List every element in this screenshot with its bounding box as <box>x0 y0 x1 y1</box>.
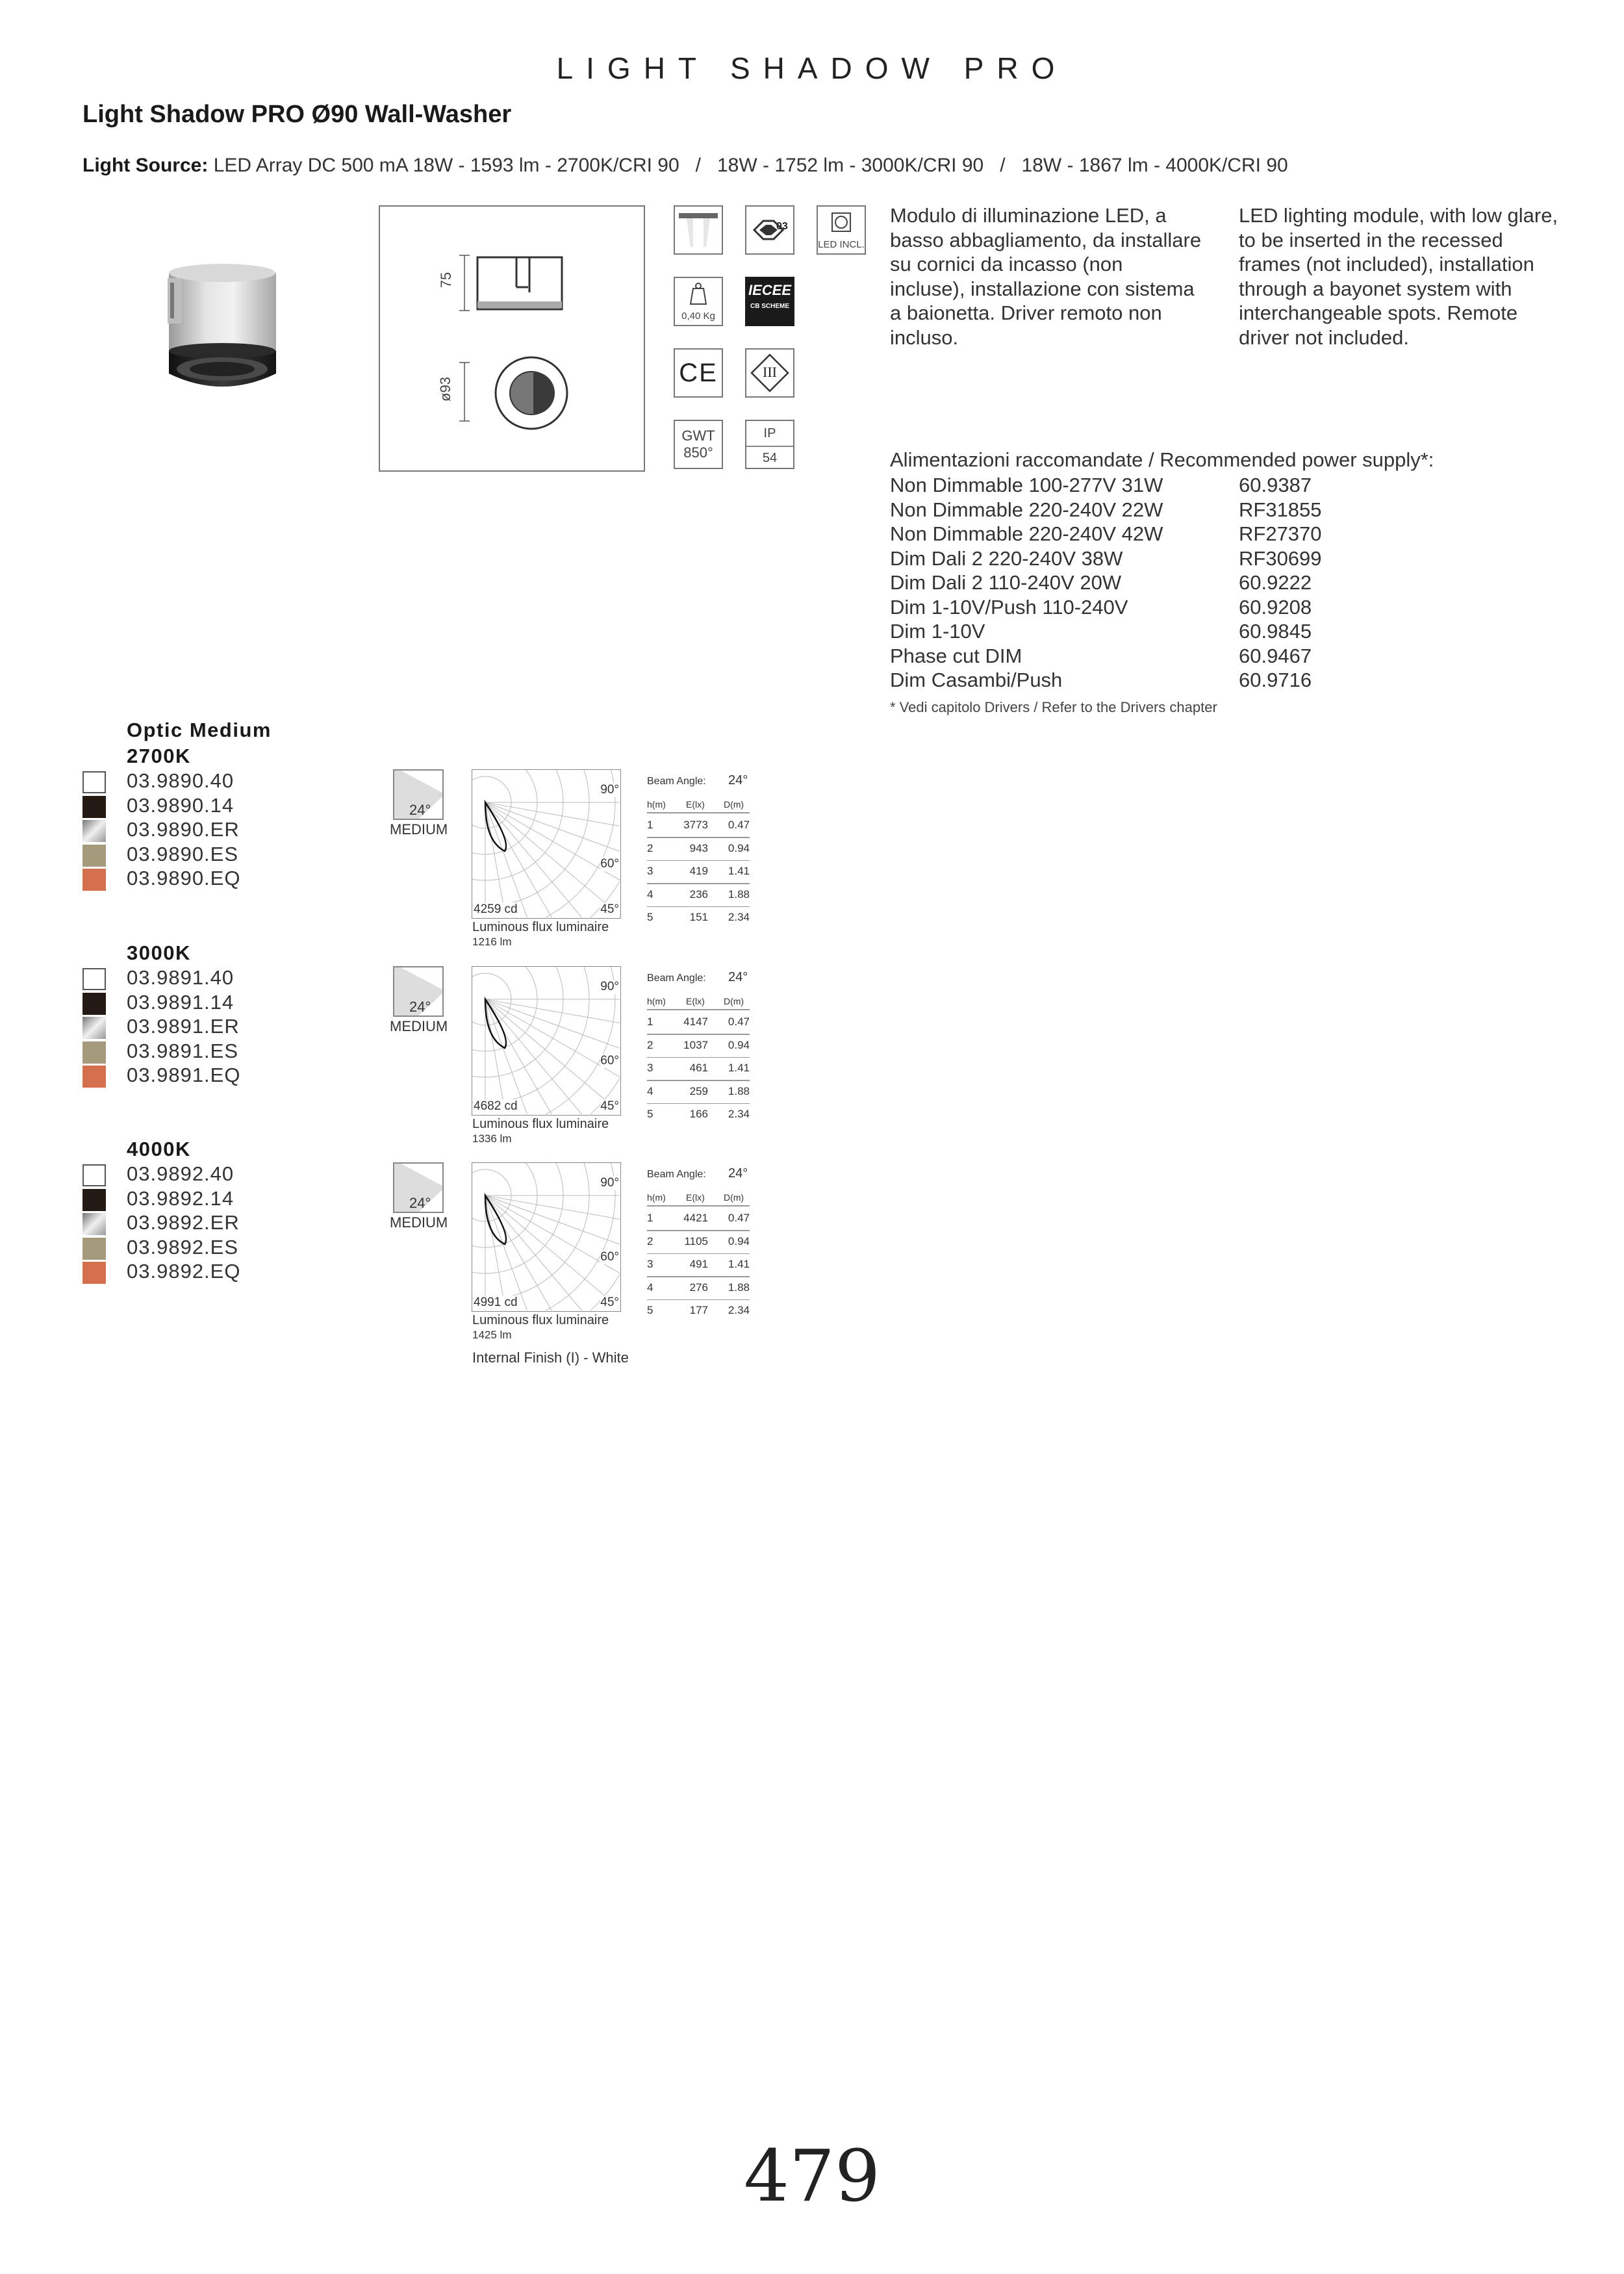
power-supply-name: Non Dimmable 220-240V 42W <box>890 522 1163 545</box>
power-supply-note: * Vedi capitolo Drivers / Refer to the Drivers chapter <box>890 699 1217 715</box>
beam-type-label: MEDIUM <box>390 1214 448 1231</box>
table-cell: 2 <box>647 841 653 854</box>
table-cell: 419 <box>689 865 708 877</box>
article-code: 03.9890.40 <box>127 769 235 792</box>
table-header: E(lx) <box>686 996 705 1006</box>
table-cell: 3773 <box>683 819 708 831</box>
beam-angle-label: Beam Angle: <box>647 776 706 787</box>
polar-intensity-cd: 4682 cd <box>474 1099 518 1113</box>
table-cell: 5 <box>647 911 653 923</box>
polar-angle-60: 60° <box>600 857 619 871</box>
finish-swatch <box>82 1238 106 1260</box>
description-it-line: a baionetta. Driver remoto non <box>890 301 1162 324</box>
table-cell: 4147 <box>683 1016 708 1028</box>
table-cell: 5 <box>647 1304 653 1316</box>
table-cell: 1.88 <box>728 1084 750 1097</box>
table-rule <box>647 1230 750 1231</box>
table-cell: 177 <box>689 1304 708 1316</box>
table-cell: 1.88 <box>728 1281 750 1294</box>
luminous-flux-value: 1425 lm <box>472 1329 512 1341</box>
table-header: D(m) <box>724 799 744 810</box>
table-rule <box>647 1205 750 1207</box>
beam-type-label: MEDIUM <box>390 821 448 837</box>
description-en-line: driver not included. <box>1239 326 1409 349</box>
description-it-line: incluso. <box>890 326 959 349</box>
table-header: E(lx) <box>686 799 705 810</box>
polar-diagram <box>472 769 621 919</box>
article-code: 03.9892.40 <box>127 1162 235 1185</box>
finish-swatch <box>82 771 106 793</box>
ce-label: CE <box>679 359 718 387</box>
power-supply-title: Alimentazioni raccomandate / Recommended power supply*: <box>890 448 1434 471</box>
luminous-flux-label: Luminous flux luminaire <box>472 1313 609 1327</box>
table-header: h(m) <box>647 1192 666 1203</box>
beam-angle-value: 24° <box>728 970 748 984</box>
table-cell: 3 <box>647 1258 653 1270</box>
internal-finish-note: Internal Finish (I) - White <box>472 1349 629 1366</box>
power-supply-row <box>890 570 1475 595</box>
gwt-icon <box>674 420 723 469</box>
article-code: 03.9892.ES <box>127 1235 239 1258</box>
product-title: Light Shadow PRO Ø90 Wall-Washer <box>82 101 512 128</box>
polar-intensity-cd: 4991 cd <box>474 1296 518 1309</box>
finish-swatch <box>82 1066 106 1088</box>
beam-angle-value: 24° <box>409 1195 431 1211</box>
article-code: 03.9892.14 <box>127 1186 235 1210</box>
table-cell: 1.41 <box>728 1258 750 1270</box>
table-cell: 151 <box>689 911 708 923</box>
description-en-line: through a bayonet system with <box>1239 277 1512 300</box>
description-it-line: Modulo di illuminazione LED, a <box>890 204 1167 227</box>
table-header: h(m) <box>647 996 666 1006</box>
polar-angle-90: 90° <box>600 783 619 797</box>
beam-angle-label: Beam Angle: <box>647 1169 706 1180</box>
article-code: 03.9890.ES <box>127 842 239 865</box>
table-cell: 1 <box>647 1016 653 1028</box>
finish-swatch <box>82 1164 106 1186</box>
description-it-line: su cornici da incasso (non <box>890 253 1123 275</box>
power-supply-list <box>890 473 1475 693</box>
ip-value: 54 <box>762 451 778 465</box>
color-temperature-label: 2700K <box>127 745 191 767</box>
description-en-line: LED lighting module, with low glare, <box>1239 204 1558 227</box>
polar-diagram <box>472 966 621 1116</box>
power-supply-name: Dim Dali 2 110-240V 20W <box>890 571 1122 594</box>
table-cell: 3 <box>647 865 653 877</box>
article-code: 03.9891.14 <box>127 990 235 1014</box>
table-rule <box>647 1080 750 1081</box>
table-cell: 1105 <box>684 1234 708 1247</box>
gwt-label: GWT <box>681 428 715 444</box>
table-rule <box>647 812 750 813</box>
article-code: 03.9891.ER <box>127 1015 240 1038</box>
class-iii-label: III <box>763 364 777 380</box>
power-supply-code: RF27370 <box>1239 522 1322 545</box>
optic-title: Optic Medium <box>127 719 272 741</box>
weight-icon <box>674 277 723 326</box>
table-rule <box>647 906 750 908</box>
finish-swatch <box>82 796 106 818</box>
beam-angle-value: 24° <box>409 802 431 818</box>
polar-intensity-cd: 4259 cd <box>474 902 518 916</box>
beam-direction-icon <box>674 205 723 255</box>
power-supply-row <box>890 644 1475 669</box>
power-supply-name: Dim 1-10V <box>890 620 985 643</box>
polar-angle-60: 60° <box>600 1250 619 1264</box>
finish-swatch <box>82 1213 106 1235</box>
finish-swatch <box>82 869 106 891</box>
finish-swatch <box>82 1041 106 1064</box>
energy-class-label: 03 <box>776 221 788 232</box>
light-source-label: Light Source: <box>82 155 209 176</box>
power-supply-name: Phase cut DIM <box>890 644 1022 667</box>
power-supply-code: 60.9716 <box>1239 669 1312 691</box>
luminous-flux-label: Luminous flux luminaire <box>472 920 609 934</box>
luminous-flux-label: Luminous flux luminaire <box>472 1117 609 1131</box>
table-rule <box>647 883 750 884</box>
table-cell: 4 <box>647 1281 653 1294</box>
table-rule <box>647 1276 750 1277</box>
power-supply-name: Dim Casambi/Push <box>890 669 1063 691</box>
table-cell: 4 <box>647 1084 653 1097</box>
finish-swatch <box>82 1017 106 1039</box>
table-cell: 2.34 <box>728 911 750 923</box>
beam-type-label: MEDIUM <box>390 1018 448 1034</box>
color-temperature-label: 4000K <box>127 1138 191 1160</box>
power-supply-row <box>890 668 1475 693</box>
table-rule <box>647 1009 750 1010</box>
power-supply-code: 60.9222 <box>1239 571 1312 594</box>
energy-class-icon <box>745 205 794 255</box>
article-code: 03.9891.ES <box>127 1039 239 1062</box>
iecee-sub-label: CB SCHEME <box>750 303 789 310</box>
article-code: 03.9890.EQ <box>127 867 241 889</box>
article-code: 03.9892.EQ <box>127 1260 241 1283</box>
led-included-label: LED INCL. <box>818 239 865 250</box>
power-supply-row <box>890 546 1475 571</box>
table-cell: 0.47 <box>728 1212 750 1224</box>
ip-rating-icon <box>745 420 794 469</box>
power-supply-name: Non Dimmable 220-240V 22W <box>890 498 1163 521</box>
table-cell: 3 <box>647 1062 653 1074</box>
table-cell: 0.94 <box>728 841 750 854</box>
article-code: 03.9892.ER <box>127 1211 240 1234</box>
product-photo <box>156 260 286 396</box>
table-header: D(m) <box>724 996 744 1006</box>
table-cell: 1.41 <box>728 865 750 877</box>
table-cell: 4421 <box>683 1212 708 1224</box>
article-code: 03.9891.EQ <box>127 1064 241 1086</box>
color-temperature-label: 3000K <box>127 941 191 964</box>
power-supply-row <box>890 522 1475 546</box>
power-supply-row <box>890 473 1475 498</box>
table-cell: 0.47 <box>728 1016 750 1028</box>
table-cell: 2.34 <box>728 1108 750 1120</box>
table-header: h(m) <box>647 799 666 810</box>
article-code: 03.9890.ER <box>127 818 240 841</box>
table-cell: 259 <box>689 1084 708 1097</box>
table-cell: 491 <box>689 1258 708 1270</box>
power-supply-code: 60.9845 <box>1239 620 1312 643</box>
polar-angle-45: 45° <box>600 902 619 916</box>
finish-swatch <box>82 1262 106 1284</box>
ce-mark-icon <box>674 348 723 398</box>
power-supply-name: Dim 1-10V/Push 110-240V <box>890 595 1128 619</box>
finish-swatch <box>82 820 106 842</box>
polar-angle-60: 60° <box>600 1054 619 1067</box>
table-cell: 1 <box>647 1212 653 1224</box>
power-supply-code: 60.9467 <box>1239 644 1312 667</box>
polar-diagram <box>472 1162 621 1312</box>
table-cell: 276 <box>689 1281 708 1294</box>
ip-label: IP <box>763 426 776 441</box>
beam-angle-value: 24° <box>409 999 431 1015</box>
description-it-line: basso abbagliamento, da installare <box>890 228 1202 251</box>
polar-angle-90: 90° <box>600 1176 619 1190</box>
iecee-icon <box>745 277 794 326</box>
gwt-value: 850° <box>683 444 713 461</box>
height-dimension: 75 <box>438 272 455 288</box>
article-code: 03.9890.14 <box>127 793 235 817</box>
weight-label: 0,40 Kg <box>681 311 715 322</box>
table-cell: 0.47 <box>728 819 750 831</box>
table-cell: 1.88 <box>728 888 750 901</box>
power-supply-row <box>890 498 1475 522</box>
power-supply-row <box>890 619 1475 644</box>
table-cell: 236 <box>689 888 708 901</box>
polar-angle-45: 45° <box>600 1099 619 1113</box>
finish-swatch <box>82 993 106 1015</box>
table-cell: 1037 <box>683 1038 708 1051</box>
article-code: 03.9891.40 <box>127 966 235 989</box>
table-rule <box>647 1103 750 1105</box>
description-en <box>1239 203 1558 350</box>
finish-swatch <box>82 968 106 990</box>
table-cell: 2.34 <box>728 1304 750 1316</box>
table-cell: 0.94 <box>728 1038 750 1051</box>
power-supply-name: Non Dimmable 100-277V 31W <box>890 474 1163 496</box>
description-en-line: interchangeable spots. Remote <box>1239 301 1518 324</box>
table-rule <box>647 1253 750 1255</box>
beam-angle-value: 24° <box>728 1166 748 1181</box>
led-included-icon <box>817 205 866 255</box>
table-cell: 4 <box>647 888 653 901</box>
beam-angle-value: 24° <box>728 773 748 787</box>
luminous-flux-value: 1336 lm <box>472 1132 512 1145</box>
polar-angle-45: 45° <box>600 1296 619 1309</box>
iecee-label: IECEE <box>748 282 792 298</box>
table-cell: 1 <box>647 819 653 831</box>
table-cell: 943 <box>689 841 708 854</box>
polar-angle-90: 90° <box>600 980 619 993</box>
description-it-line: incluse), installazione con sistema <box>890 277 1195 300</box>
technical-drawing <box>379 205 645 472</box>
table-rule <box>647 1034 750 1035</box>
luminous-flux-value: 1216 lm <box>472 936 512 948</box>
table-cell: 2 <box>647 1234 653 1247</box>
power-supply-row <box>890 595 1475 620</box>
table-rule <box>647 860 750 862</box>
table-rule <box>647 1057 750 1058</box>
description-en-line: to be inserted in the recessed <box>1239 228 1503 251</box>
table-cell: 1.41 <box>728 1062 750 1074</box>
power-supply-name: Dim Dali 2 220-240V 38W <box>890 546 1123 570</box>
class-iii-icon <box>745 348 794 398</box>
finish-swatch <box>82 1189 106 1211</box>
power-supply-code: 60.9387 <box>1239 474 1312 496</box>
light-source-line <box>82 155 1288 177</box>
power-supply-code: RF31855 <box>1239 498 1322 521</box>
table-cell: 5 <box>647 1108 653 1120</box>
power-supply-code: 60.9208 <box>1239 595 1312 619</box>
diameter-dimension: ø93 <box>437 377 453 402</box>
table-header: D(m) <box>724 1192 744 1203</box>
table-cell: 461 <box>689 1062 708 1074</box>
page-number: 479 <box>744 2134 880 2217</box>
table-rule <box>647 837 750 838</box>
table-rule <box>647 1299 750 1301</box>
table-cell: 2 <box>647 1038 653 1051</box>
description-en-line: frames (not included), installation <box>1239 253 1534 275</box>
table-cell: 0.94 <box>728 1234 750 1247</box>
light-source-text: LED Array DC 500 mA 18W - 1593 lm - 2700K/CRI 90 / 18W - 1752 lm - 3000K/CRI 90 / 18W - 1867 lm - 4000K/CRI 90 <box>213 155 1288 176</box>
finish-swatch <box>82 845 106 867</box>
description-it <box>890 203 1201 350</box>
beam-angle-label: Beam Angle: <box>647 973 706 984</box>
table-header: E(lx) <box>686 1192 705 1203</box>
table-cell: 166 <box>689 1108 708 1120</box>
brand-header: LIGHT SHADOW PRO <box>556 51 1068 85</box>
power-supply-code: RF30699 <box>1239 546 1322 570</box>
